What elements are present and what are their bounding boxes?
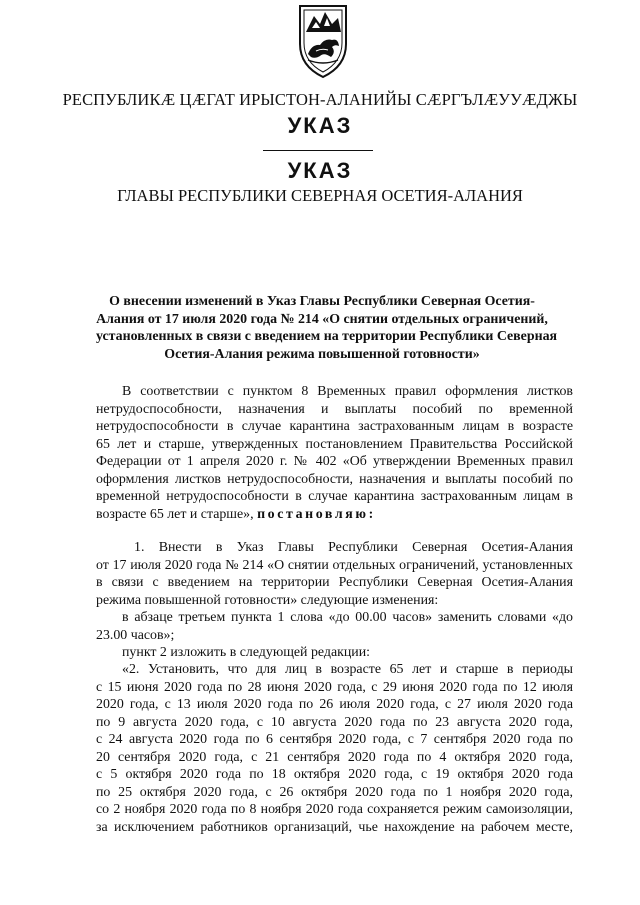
- text-line: с 15 июня 2020 года по 28 июня 2020 года, с 29 июня 2020 года по 12 июля: [96, 679, 573, 695]
- title-line: Осетия-Алания режима повышенной готовности»: [164, 346, 480, 362]
- item-1-paragraph: [96, 539, 573, 662]
- text-line: Федерации от 1 апреля 2020 г. № 402 «Об утверждении Временных правил: [96, 454, 573, 469]
- item-2-paragraph: [96, 661, 573, 836]
- text-line: с 24 августа 2020 года по 6 сентября 2020 года, с 7 сентября 2020 года по: [96, 732, 573, 747]
- text-line: от 17 июля 2020 года № 214 «О снятии отдельных ограничений, установленных: [96, 557, 573, 573]
- postanovlyayu-word: постановляю:: [257, 506, 376, 522]
- text-line: по 9 августа 2020 года, с 10 августа 2020 года по 23 августа 2020 года,: [96, 714, 573, 730]
- text-line: 65 лет и старше, утвержденных постановлением Правительства Российской: [96, 436, 573, 452]
- header-divider: [263, 150, 373, 151]
- text-line: со 2 ноября 2020 года по 8 ноября 2020 года сохраняется режим самоизоляции,: [96, 802, 573, 817]
- decree-heading-russian: УКАЗ: [287, 158, 353, 183]
- text-fragment: возрасте 65 лет и старше»,: [96, 506, 254, 522]
- decree-title: [96, 293, 558, 363]
- text-line: «2. Установить, что для лиц в возрасте 65 лет и старше в периоды: [122, 662, 573, 677]
- text-line: 2020 года, с 13 июля 2020 года по 26 июля 2020 года, с 27 июля 2020 года: [96, 697, 573, 712]
- text-line: 23.00 часов»;: [96, 627, 175, 643]
- text-line: режима повышенной готовности» следующие изменения:: [96, 592, 439, 608]
- text-line: 1. Внести в Указ Главы Республики Северная Осетия-Алания: [134, 540, 573, 555]
- text-line: в связи с введением на территории Республики Северная Осетия-Алания: [96, 575, 573, 590]
- text-line: нетрудоспособности, назначения и выплаты пособий по временной: [96, 401, 573, 417]
- text-line: нетрудоспособности в случае карантина застрахованным лицам в возрасте: [96, 419, 573, 434]
- preamble-paragraph: [96, 383, 573, 523]
- text-line: временной нетрудоспособности в случае карантина застрахованным лицам в: [96, 489, 573, 504]
- decree-heading-ossetian: УКАЗ: [287, 113, 353, 138]
- text-line: В соответствии с пунктом 8 Временных правил оформления листков: [122, 384, 573, 399]
- text-line-last: [96, 506, 573, 524]
- issuing-authority-ossetian: РЕСПУБЛИКӔ ЦӔГАТ ИРЫСТОН-АЛАНИЙЫ СӔРГЪЛӔУУӔДЖЫ: [62, 90, 578, 109]
- text-line: в абзаце третьем пункта 1 слова «до 00.00 часов» заменить словами «до: [122, 610, 573, 625]
- text-line: 20 сентября 2020 года, с 21 сентября 2020 года по 4 октября 2020 года,: [96, 749, 573, 765]
- title-line: Алания от 17 июля 2020 года № 214 «О снятии отдельных ограничений,: [96, 311, 548, 327]
- title-line: установленных в связи с введением на территории Республики Северная: [96, 329, 558, 345]
- text-line: за исключением работников организаций, чье нахождение на рабочем месте,: [96, 819, 573, 835]
- text-line: оформления листков нетрудоспособности, назначения и выплаты пособий по: [96, 471, 573, 487]
- text-line: с 5 октября 2020 года по 18 октября 2020 года, с 19 октября 2020 года: [96, 767, 573, 782]
- text-line: пункт 2 изложить в следующей редакции:: [122, 645, 371, 660]
- text-line: по 25 октября 2020 года, с 26 октября 2020 года по 1 ноября 2020 года,: [96, 784, 573, 800]
- coat-of-arms-emblem: [294, 2, 352, 80]
- title-line: О внесении изменений в Указ Главы Республики Северная Осетия-: [109, 294, 535, 309]
- issuing-authority-russian: ГЛАВЫ РЕСПУБЛИКИ СЕВЕРНАЯ ОСЕТИЯ-АЛАНИЯ: [117, 186, 523, 205]
